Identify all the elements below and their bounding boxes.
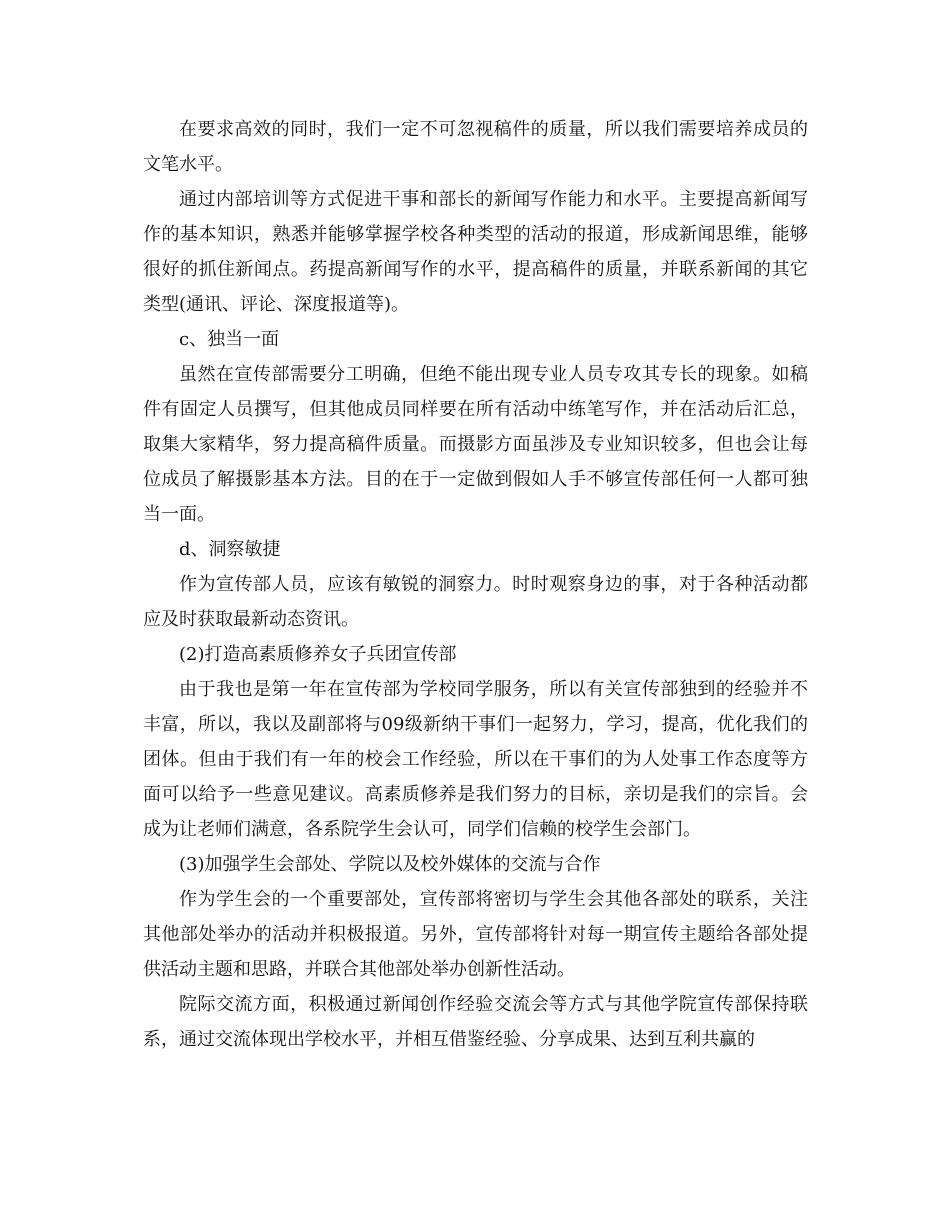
paragraph-departments: 作为学生会的一个重要部处，宣传部将密切与学生会其他各部处的联系，关注其他部处举办的活动并积极报道。另外，宣传部将针对每一期宣传主题给各部处提供活动主题和思路，并联合其他部处举办创新性活动。 (143, 889, 808, 980)
paragraph-insight: 作为宣传部人员，应该有敏锐的洞察力。时时观察身边的事，对于各种活动都应及时获取最新动态资讯。 (143, 574, 808, 630)
paragraph-first-year: 由于我也是第一年在宣传部为学校同学服务，所以有关宣传部独到的经验并不丰富，所以，我以及副部将与09级新纳干事们一起努力，学习，提高，优化我们的团体。但由于我们有一年的校会工作经验，所以在干事们的为人处事工作态度等方面可以给予一些意见建议。高素质修养是我们努力的目标，亲切是我们的宗旨。会成为让老师们满意，各系院学生会认可，同学们信赖的校学生会部门。 (143, 679, 808, 840)
paragraph-division-of-labor: 虽然在宣传部需要分工明确，但绝不能出现专业人员专攻其专长的现象。如稿件有固定人员撰写，但其他成员同样要在所有活动中练笔写作，并在活动后汇总，取集大家精华，努力提高稿件质量。而摄影方面虽涉及专业知识较多，但也会让每位成员了解摄影基本方法。目的在于一定做到假如人手不够宣传部任何一人都可独当一面。 (143, 364, 808, 525)
heading-3-cooperation: (3)加强学生会部处、学院以及校外媒体的交流与合作 (179, 854, 601, 875)
paragraph-quality: 在要求高效的同时，我们一定不可忽视稿件的质量，所以我们需要培养成员的文笔水平。 (143, 119, 808, 175)
heading-c-independence: c、独当一面 (179, 329, 280, 350)
paragraph-inter-college: 院际交流方面，积极通过新闻创作经验交流会等方式与其他学院宣传部保持联系，通过交流体现出学校水平，并相互借鉴经验、分享成果、达到互利共赢的 (143, 994, 808, 1050)
heading-d-insight: d、洞察敏捷 (179, 539, 281, 560)
heading-2-quality-team: (2)打造高素质修养女子兵团宣传部 (179, 644, 457, 665)
paragraph-training: 通过内部培训等方式促进干事和部长的新闻写作能力和水平。主要提高新闻写作的基本知识，熟悉并能够掌握学校各种类型的活动的报道，形成新闻思维，能够很好的抓住新闻点。药提高新闻写作的水平，提高稿件的质量，并联系新闻的其它类型(通讯、评论、深度报道等)。 (143, 189, 808, 315)
document-body (143, 112, 808, 1057)
